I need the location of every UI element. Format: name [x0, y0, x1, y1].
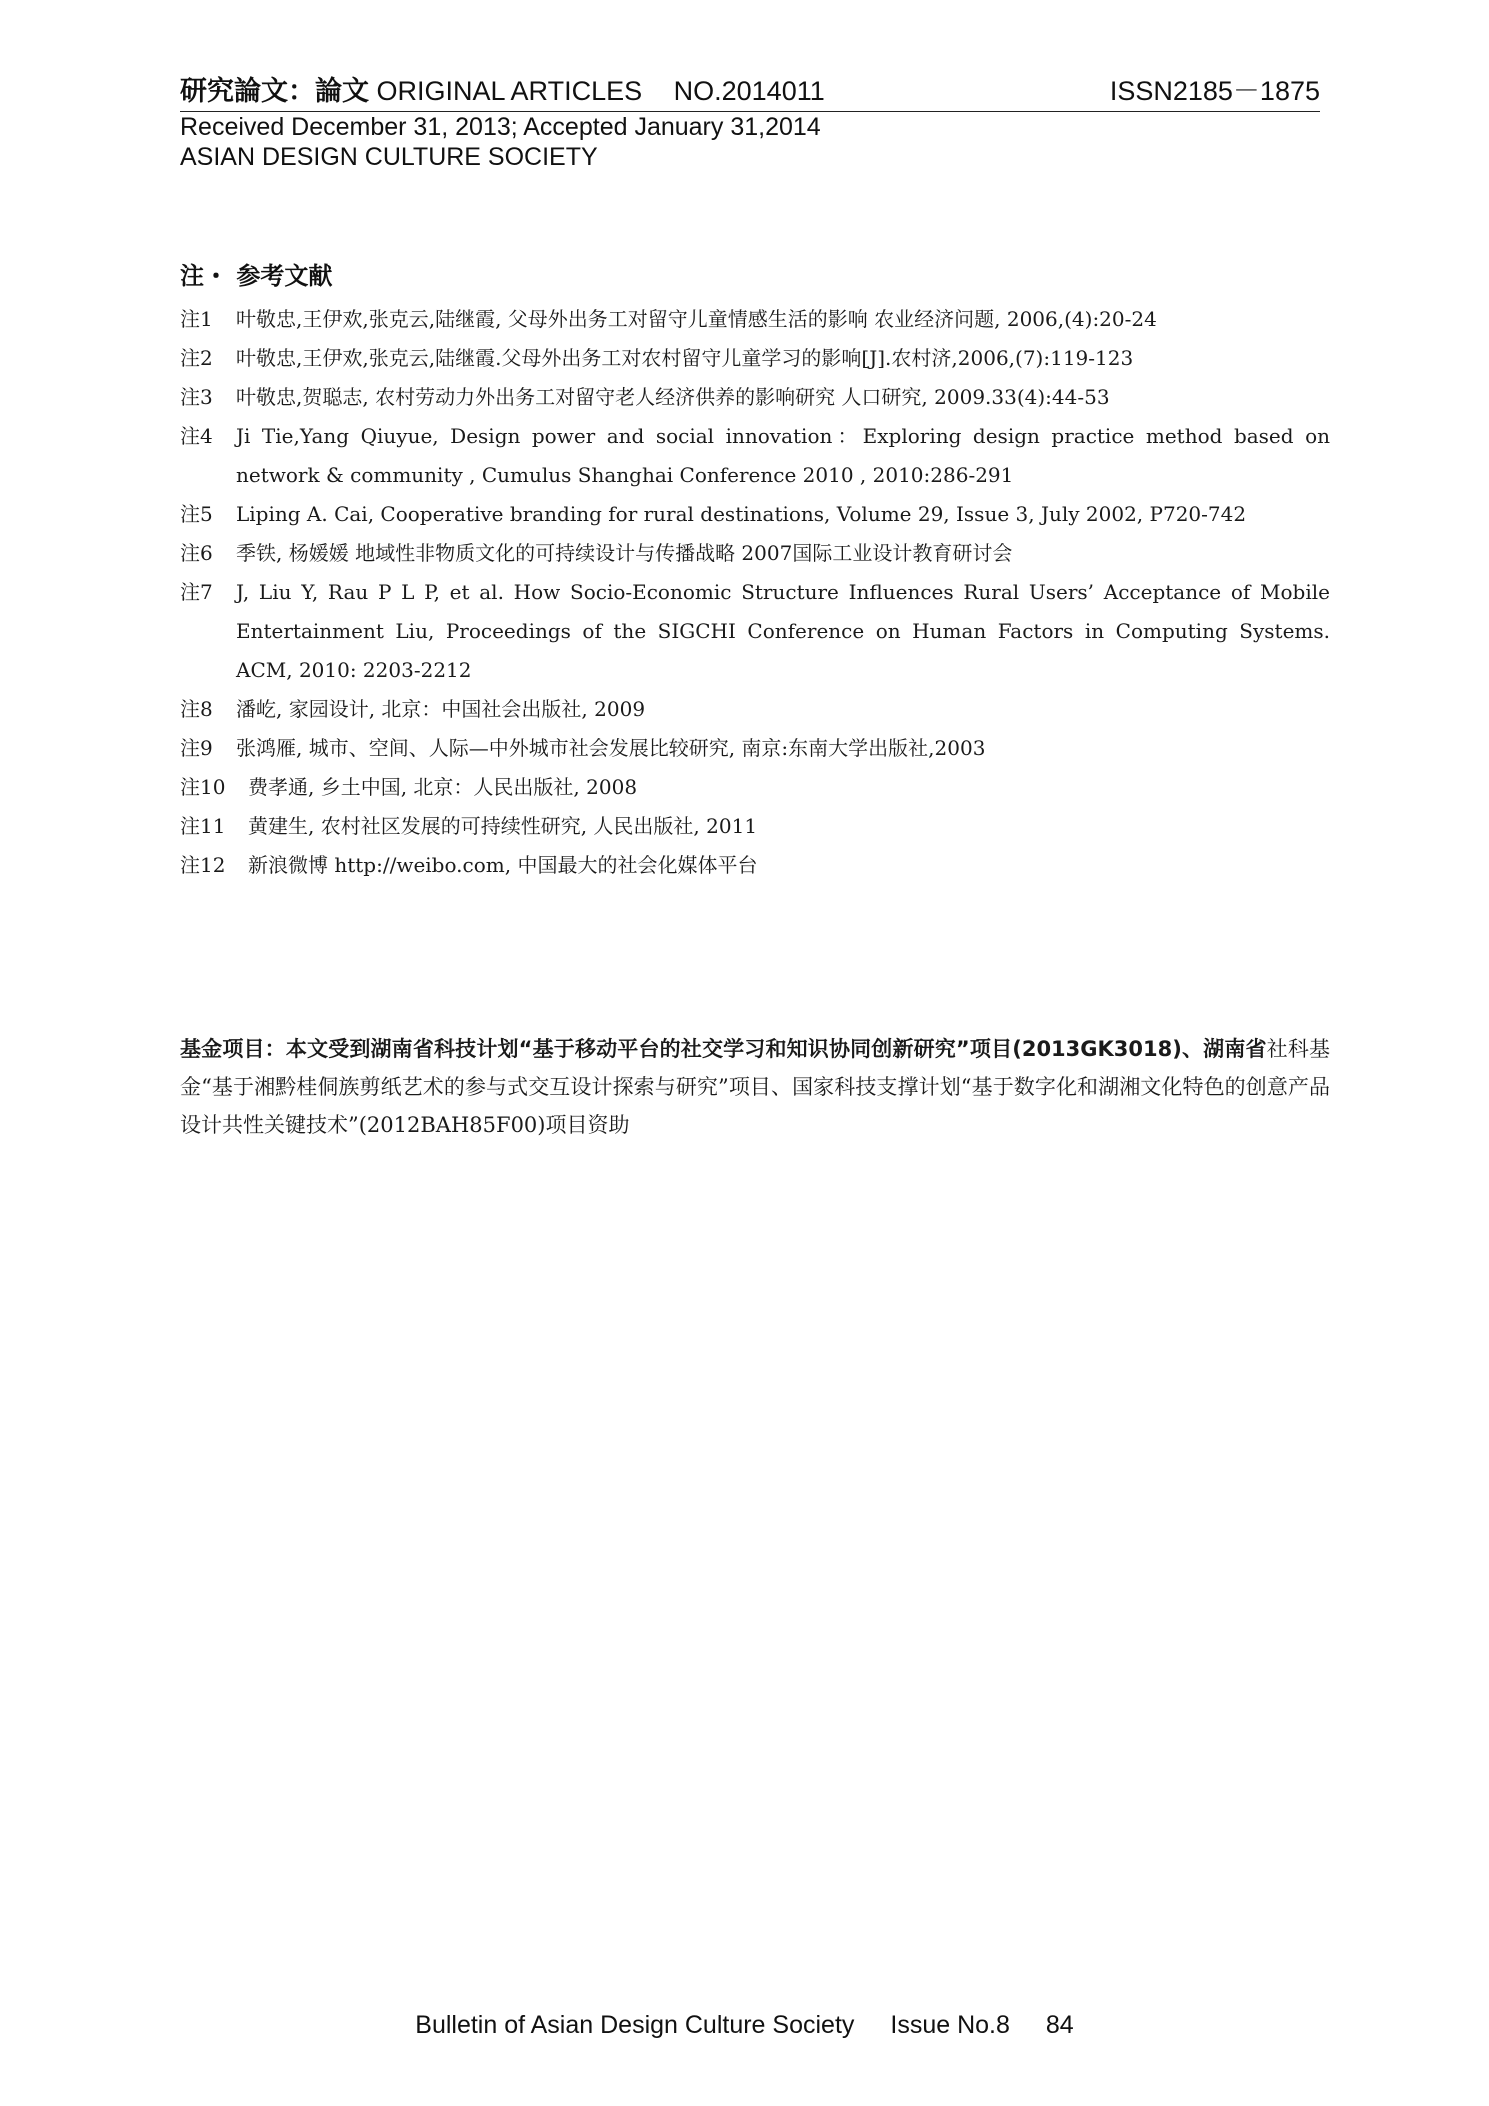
reference-item — [180, 378, 1330, 417]
references-section — [180, 258, 1330, 885]
reference-item — [180, 690, 1330, 729]
header-left — [180, 74, 825, 109]
reference-label: 注5 — [180, 502, 213, 526]
page-footer — [0, 2011, 1489, 2040]
reference-item — [180, 846, 1330, 885]
reference-label: 注4 — [180, 424, 213, 448]
references-title: 注・ 参考文献 — [180, 262, 333, 290]
section-en: ORIGINAL ARTICLES — [376, 76, 643, 106]
reference-item — [180, 768, 1330, 807]
reference-text: 新浪微博 http://weibo.com, 中国最大的社会化媒体平台 — [248, 853, 758, 877]
reference-label: 注2 — [180, 346, 213, 370]
reference-label: 注3 — [180, 385, 213, 409]
reference-item — [180, 495, 1330, 534]
reference-label: 注10 — [180, 775, 226, 799]
header-row — [180, 74, 1320, 112]
received-dates: Received December 31, 2013; Accepted January 31,2014 — [180, 113, 821, 141]
page-header — [180, 74, 1320, 172]
reference-item — [180, 300, 1330, 339]
reference-label: 注8 — [180, 697, 213, 721]
reference-item — [180, 339, 1330, 378]
reference-text: 费孝通, 乡土中国, 北京：人民出版社, 2008 — [248, 775, 638, 799]
reference-text: 叶敬忠,王伊欢,张克云,陆继霞.父母外出务工对农村留守儿童学习的影响[J].农村济,2006,(7):119-123 — [236, 346, 1134, 370]
journal-name: Bulletin of Asian Design Culture Society — [415, 2011, 855, 2039]
reference-text: Liping A. Cai, Cooperative branding for rural destinations, Volume 29, Issue 3, July 2002, P720-742 — [236, 502, 1247, 526]
reference-item — [180, 417, 1330, 495]
issue-number: Issue No.8 — [890, 2011, 1010, 2039]
reference-text: 叶敬忠,贺聪志, 农村劳动力外出务工对留守老人经济供养的影响研究 人口研究, 2009.33(4):44-53 — [236, 385, 1110, 409]
reference-label: 注6 — [180, 541, 213, 565]
reference-label: 注12 — [180, 853, 226, 877]
reference-text: 潘屹, 家园设计, 北京：中国社会出版社, 2009 — [236, 697, 646, 721]
reference-item — [180, 807, 1330, 846]
reference-item — [180, 573, 1330, 690]
reference-text: Ji Tie,Yang Qiuyue, Design power and social innovation：Exploring design practice method based on network & community , Cumulus Shanghai Conference 2010 , 2010:286-291 — [236, 424, 1330, 487]
funding-section — [180, 1030, 1330, 1144]
issn: ISSN2185－1875 — [1109, 76, 1320, 106]
reference-item — [180, 534, 1330, 573]
reference-item — [180, 729, 1330, 768]
reference-text: 季铁, 杨媛媛 地域性非物质文化的可持续设计与传播战略 2007国际工业设计教育研讨会 — [236, 541, 1013, 565]
funding-bold: 基金项目：本文受到湖南省科技计划“基于移动平台的社交学习和知识协同创新研究”项目(2013GK3018)、湖南省 — [180, 1037, 1267, 1061]
society-name: ASIAN DESIGN CULTURE SOCIETY — [180, 143, 598, 171]
funding-text: 社科基金“基于湘黔桂侗族剪纸艺术的参与式交互设计探索与研究”项目、国家科技支撑计划“基于数字化和湖湘文化特色的创意产品设计共性关键技术”(2012BAH85F00)项目资助 — [180, 1037, 1331, 1137]
reference-text: 张鸿雁, 城市、空间、人际—中外城市社会发展比较研究, 南京:东南大学出版社,2003 — [236, 736, 986, 760]
reference-text: 叶敬忠,王伊欢,张克云,陆继霞, 父母外出务工对留守儿童情感生活的影响 农业经济问题, 2006,(4):20-24 — [236, 307, 1157, 331]
article-number: NO.2014011 — [673, 76, 825, 106]
reference-text: 黄建生, 农村社区发展的可持续性研究, 人民出版社, 2011 — [248, 814, 758, 838]
reference-label: 注9 — [180, 736, 213, 760]
page-number: 84 — [1045, 2011, 1074, 2039]
reference-label: 注1 — [180, 307, 213, 331]
section-cjk: 研究論文：論文 — [180, 76, 369, 107]
reference-text: J, Liu Y, Rau P L P, et al. How Socio-Economic Structure Influences Rural Users’ Acceptance of Mobile Entertainment Liu, Proceedings of the SIGCHI Conference on Human Factors in Computing Systems. ACM, 2010: 2203-2212 — [236, 580, 1330, 682]
reference-list — [180, 300, 1330, 885]
reference-label: 注11 — [180, 814, 226, 838]
reference-label: 注7 — [180, 580, 213, 604]
